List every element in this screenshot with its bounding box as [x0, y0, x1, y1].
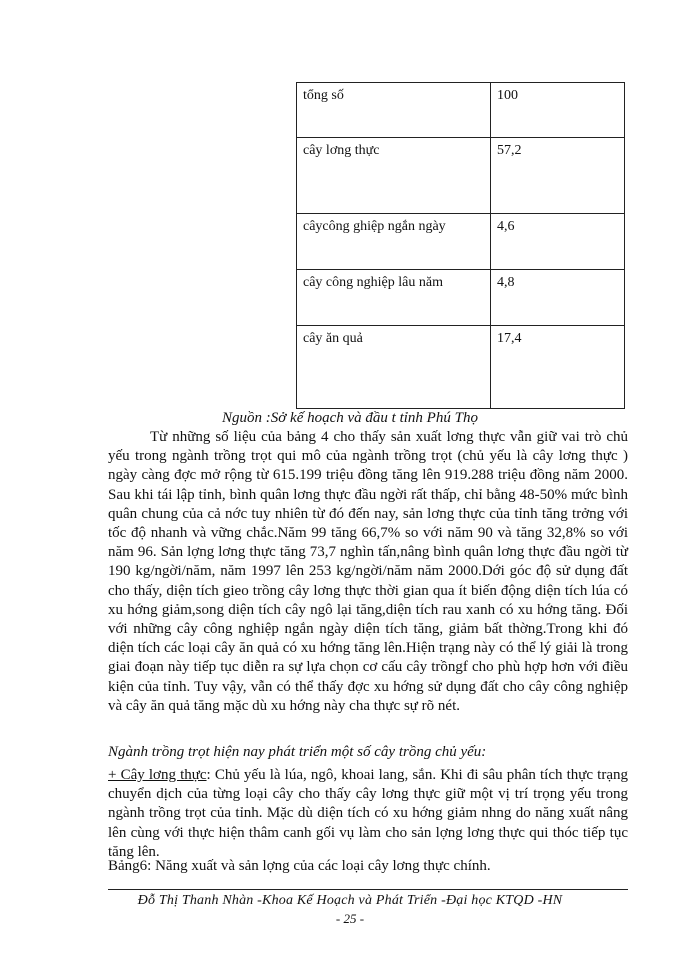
- table-cell-label: cây ăn quả: [297, 326, 491, 409]
- table-cell-label: cây công nghiệp lâu năm: [297, 270, 491, 326]
- table-cell-value: 57,2: [491, 138, 625, 214]
- table-cell-label: câycông ghiệp ngắn ngày: [297, 214, 491, 270]
- table-row: [297, 83, 625, 138]
- table-source-note: Nguồn :Sở kế hoạch và đầu t tỉnh Phú Thọ: [222, 410, 478, 426]
- crop-share-table: [296, 82, 625, 409]
- page-footer: Đỗ Thị Thanh Nhàn -Khoa Kế Hoạch và Phát Triển -Đại học KTQD -HN: [137, 893, 563, 908]
- table-cell-value: 17,4: [491, 326, 625, 409]
- table-cell-value: 4,6: [491, 214, 625, 270]
- table-row: [297, 214, 625, 270]
- table-row: [297, 138, 625, 214]
- table-cell-value: 100: [491, 83, 625, 138]
- body-paragraph: [108, 766, 628, 862]
- table-cell-value: 4,8: [491, 270, 625, 326]
- footer-divider: [108, 889, 628, 890]
- section-heading: Ngành trồng trọt hiện nay phát triển một số cây trồng chủ yếu:: [108, 744, 487, 760]
- table-caption: Bảng6: Năng xuất và sản lợng của các loại cây lơng thực chính.: [108, 858, 491, 874]
- body-paragraph: Từ những số liệu của bảng 4 cho thấy sản xuất lơng thực vẫn giữ vai trò chủ yếu trong ngành trồng trọt qui mô của ngành trồng trọt (chủ yếu là cây lơng thực ) ngày càng đợc mở rộng từ 615.199 triệu đồng tăng lên 919.288 triệu đồng năm 2000. Sau khi tái lập tỉnh, bình quân lơng thực đầu ngời rất thấp, chỉ bằng 48-50% mức bình quân chung của cả nớc tuy nhiên từ đó đến nay, sản lơng thực của tỉnh tăng trởng với tốc độ nhanh và vững chắc.Năm 99 tăng 66,7% so với năm 90 và tăng 32,8% so với năm 96. Sản lợng lơng thực tăng 73,7 nghìn tấn,nâng bình quân lơng thực đầu ngời từ 190 kg/ngời/năm, năm 1997 lên 253 kg/ngời/năm năm 2000.Dới góc độ sử dụng đất cho thấy, diện tích gieo trồng cây lơng thực thời gian qua ít biến động diện tích lúa có xu hớng giảm,song diện tích cây ngô lại tăng,diện tích rau xanh có xu hớng tăng. Đối với những cây công nghiệp ngắn ngày diện tích tăng, giảm bất thờng.Trong khi đó diện tích các loại cây ăn quả có xu hớng tăng lên.Hiện trạng này có thể lý giải là trong giai đoạn này tiếp tục diễn ra sự lựa chọn cơ cấu cây trồngf cho phù hợp hơn với điều kiện của tỉnh. Tuy vậy, vẫn có thể thấy đợc xu hớng sử dụng đất cho cây công nghiệp và cây ăn quả tăng mặc dù xu hớng này cha thực sự rõ nét.: [108, 429, 628, 714]
- table-cell-label: tổng số: [297, 83, 491, 138]
- page-number: - 25 -: [335, 911, 365, 926]
- table-row: [297, 270, 625, 326]
- table-cell-label: cây lơng thực: [297, 138, 491, 214]
- table-row: [297, 326, 625, 409]
- crop-category-text: : Chủ yếu là lúa, ngô, khoai lang, sắn. Khi đi sâu phân tích thực trạng chuyển dịch của từng loại cây cho thấy cây lơng thực giữ một vị trí trọng yếu trong ngành trồng trọt của tỉnh. Mặc dù diện tích có xu hớng giảm nhng do năng xuất nâng lên cùng với thực hiện thâm canh gối vụ làm cho sản lợng lơng thực qui thóc tiếp tục tăng lên.: [108, 767, 628, 860]
- crop-category-lead: + Cây lơng thực: [108, 767, 207, 783]
